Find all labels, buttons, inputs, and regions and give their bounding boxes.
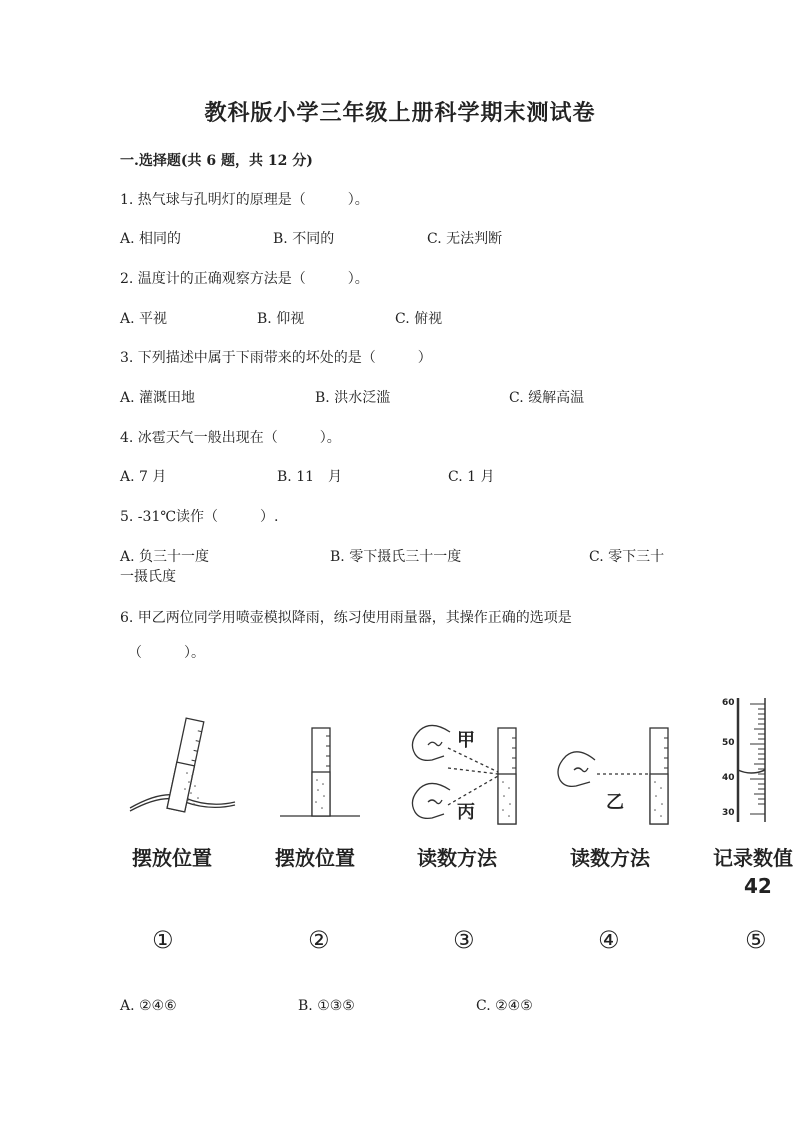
figure-number-3: ③: [453, 926, 475, 954]
question-3-option-a: A. 灌溉田地: [120, 390, 196, 406]
question-3-option-b: B. 洪水泛滥: [315, 390, 391, 406]
scale-closeup-drawing: [738, 698, 765, 822]
question-1-option-b: B. 不同的: [273, 231, 335, 247]
question-5-option-c: C. 零下三十: [589, 549, 665, 565]
rain-gauge-illustration: [110, 690, 800, 860]
figure-number-2: ②: [308, 926, 330, 954]
question-1-stem: 1. 热气球与孔明灯的原理是（ ）。: [120, 192, 369, 208]
page-title: 教科版小学三年级上册科学期末测试卷: [204, 100, 596, 126]
question-6-stem-continued: （ ）。: [128, 645, 205, 661]
question-6-stem: 6. 甲乙两位同学用喷壶模拟降雨，练习使用雨量器，其操作正确的选项是: [120, 610, 572, 626]
question-4-option-a: A. 7 月: [120, 469, 167, 485]
question-4-option-c: C. 1 月: [448, 469, 495, 485]
scale-tick-50: 50: [722, 738, 735, 748]
question-4-stem: 4. 冰雹天气一般出现在（ ）。: [120, 430, 341, 446]
label-yi: 乙: [606, 792, 624, 813]
question-5-stem: 5. -31℃读作（ ）.: [120, 509, 279, 525]
question-2-option-c: C. 俯视: [395, 311, 443, 327]
question-6-option-b: B. ①③⑤: [298, 998, 355, 1014]
figure-number-1: ①: [152, 926, 174, 954]
caption-2: 摆放位置: [275, 846, 355, 870]
scale-tick-60: 60: [722, 698, 735, 708]
caption-5: 记录数值: [713, 846, 793, 870]
question-5-option-a: A. 负三十一度: [120, 549, 210, 565]
question-5-option-b: B. 零下摄氏三十一度: [330, 549, 462, 565]
question-5-option-c-continued: 一摄氏度: [120, 569, 176, 585]
question-3-option-c: C. 缓解高温: [509, 390, 585, 406]
question-1-option-a: A. 相同的: [120, 231, 182, 247]
label-jia: 甲: [457, 730, 475, 751]
question-4-option-b: B. 11 月: [277, 469, 343, 485]
figure-number-5: ⑤: [745, 926, 767, 954]
tilted-gauge-drawing: [130, 718, 235, 812]
section-heading: 一.选择题(共 6 题，共 12 分): [120, 153, 313, 169]
question-3-stem: 3. 下列描述中属于下雨带来的坏处的是（ ）: [120, 350, 432, 366]
record-value: 42: [744, 874, 772, 898]
scale-tick-30: 30: [722, 808, 735, 818]
figure-number-4: ④: [598, 926, 620, 954]
question-2-option-a: A. 平视: [120, 311, 168, 327]
question-2-stem: 2. 温度计的正确观察方法是（ ）。: [120, 271, 369, 287]
caption-1: 摆放位置: [132, 846, 212, 870]
question-6-option-c: C. ②④⑤: [476, 998, 533, 1014]
label-bing: 丙: [457, 802, 475, 823]
caption-3: 读数方法: [417, 846, 497, 870]
scale-tick-40: 40: [722, 773, 735, 783]
question-2-option-b: B. 仰视: [257, 311, 305, 327]
caption-4: 读数方法: [570, 846, 650, 870]
upright-gauge-drawing: [280, 728, 360, 816]
question-1-option-c: C. 无法判断: [427, 231, 503, 247]
rain-gauge-figure: [110, 690, 800, 960]
question-6-option-a: A. ②④⑥: [120, 998, 177, 1014]
